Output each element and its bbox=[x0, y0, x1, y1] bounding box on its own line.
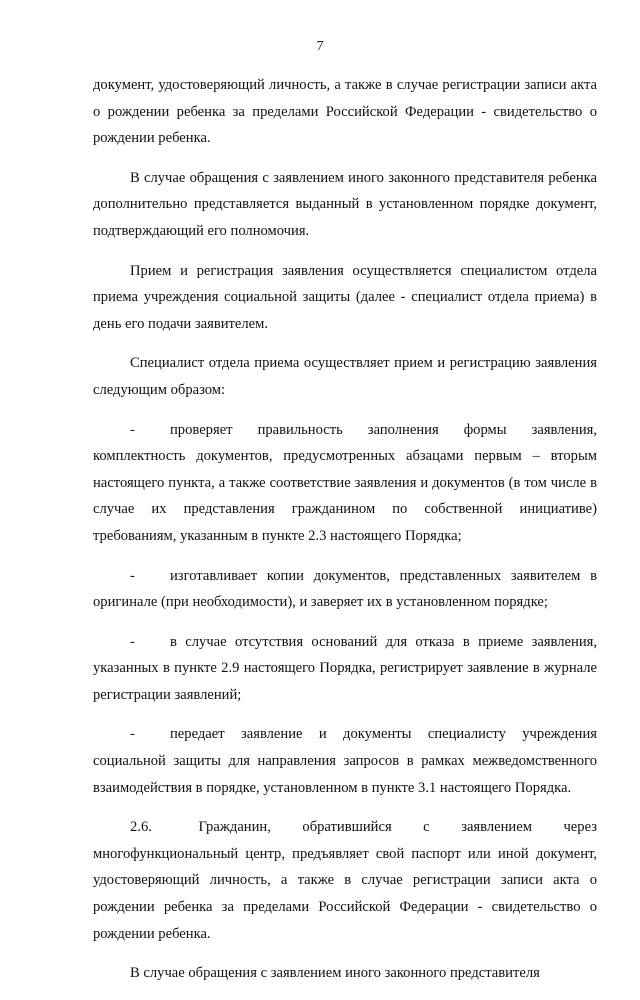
list-dash: - bbox=[130, 421, 135, 438]
list-dash: - bbox=[130, 633, 135, 650]
list-item bbox=[93, 721, 597, 801]
paragraph-specialist: Специалист отдела приема осуществляет прием и регистрацию заявления следующим образом: bbox=[93, 355, 597, 398]
paragraph-last: В случае обращения с заявлением иного законного представителя bbox=[130, 965, 540, 982]
section-number: 2.6. bbox=[130, 819, 152, 836]
paragraph-continuation: документ, удостоверяющий личность, а также в случае регистрации записи акта о рождении ребенка за пределами Российской Федерации - свидетельство о рождении ребенка. bbox=[93, 77, 597, 147]
list-item bbox=[93, 563, 597, 616]
section-text: Гражданин, обратившийся с заявлением через многофункциональный центр, предъявляет свой паспорт или иной документ, удостоверяющий личность, а также в случае регистрации записи акта о рождении ребенка за пределами Российской Федерации - свидетельство о рождении ребенка. bbox=[93, 819, 597, 942]
paragraph-section-2-6 bbox=[93, 814, 597, 947]
paragraph-registration: Прием и регистрация заявления осуществляется специалистом отдела приема учреждения социальной защиты (далее - специалист отдела приема) в день его подачи заявителем. bbox=[93, 262, 597, 332]
document-body bbox=[93, 72, 597, 1000]
list-item-text: передает заявление и документы специалисту учреждения социальной защиты для направления запросов в рамках межведомственного взаимодействия в порядке, установленном в пункте 3.1 настоящего Порядка. bbox=[93, 726, 597, 796]
list-item bbox=[93, 417, 597, 550]
paragraph-representative: В случае обращения с заявлением иного законного представителя ребенка дополнительно представляется выданный в установленном порядке документ, подтверждающий его полномочия. bbox=[93, 169, 597, 239]
list-item-text: в случае отсутствия оснований для отказа в приеме заявления, указанных в пункте 2.9 настоящего Порядка, регистрирует заявление в журнале регистрации заявлений; bbox=[93, 633, 597, 703]
list-item-text: проверяет правильность заполнения формы заявления, комплектность документов, предусмотренных абзацами первым – вторым настоящего пункта, а также соответствие заявления и документов (в том числе в случае их представления гражданином по собственной инициативе) требованиям, указанным в пункте 2.3 настоящего Порядка; bbox=[93, 421, 597, 544]
list-dash: - bbox=[130, 726, 135, 743]
list-item-text: изготавливает копии документов, представленных заявителем в оригинале (при необходимости), и заверяет их в установленном порядке; bbox=[93, 567, 597, 611]
list-item bbox=[93, 629, 597, 709]
page-number: 7 bbox=[316, 38, 324, 53]
list-dash: - bbox=[130, 567, 135, 584]
